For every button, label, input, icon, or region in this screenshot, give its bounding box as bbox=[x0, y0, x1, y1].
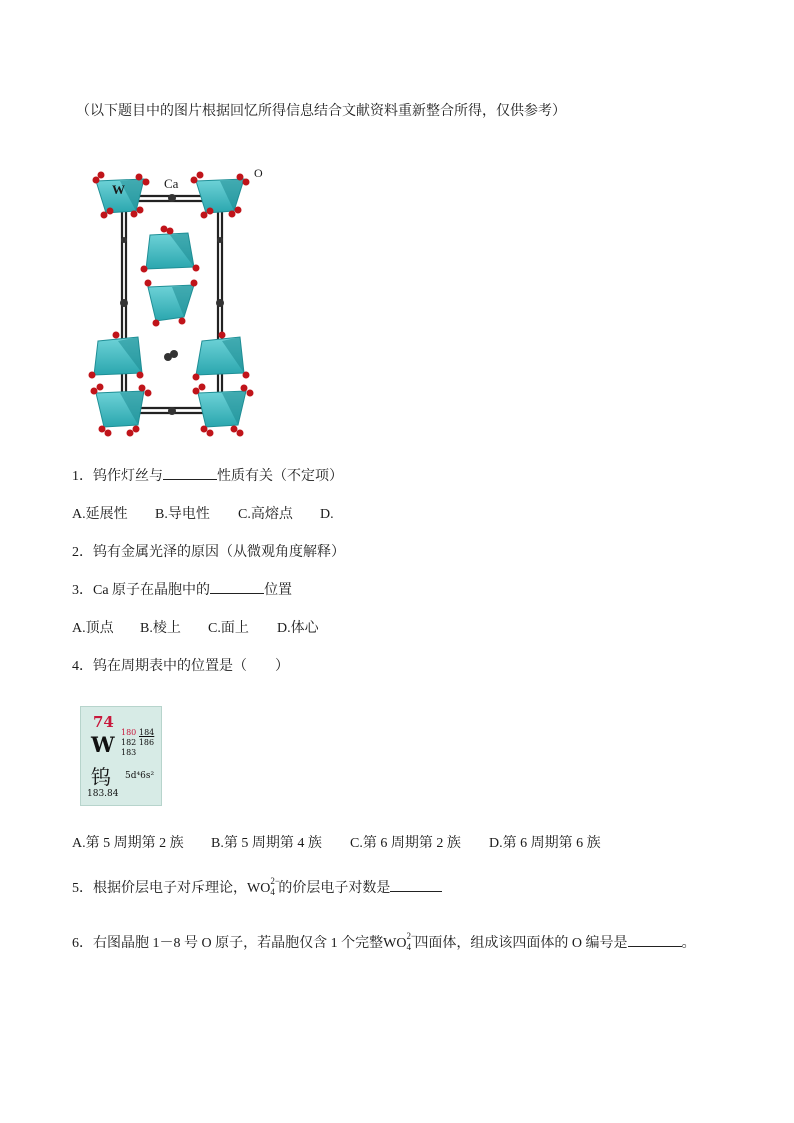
element-name: 钨 bbox=[91, 765, 111, 789]
q3-stem-b: 位置 bbox=[264, 583, 293, 598]
source-note: （以下题目中的图片根据回忆所得信息结合文献资料重新整合所得，仅供参考） bbox=[76, 104, 566, 119]
q3-option-c[interactable]: C.面上 bbox=[208, 621, 249, 636]
tetrahedra-shade bbox=[118, 179, 246, 425]
element-symbol: W bbox=[91, 732, 115, 757]
q6-ion-charge: 2− bbox=[406, 930, 417, 941]
q1-option-d[interactable]: D. bbox=[320, 507, 334, 522]
isotopes-line-1: 180 bbox=[121, 728, 137, 737]
atomic-mass: 183.84 bbox=[87, 789, 119, 799]
q1-stem-b: 性质有关（不定项） bbox=[217, 469, 343, 484]
q4-option-c[interactable]: C.第 6 周期第 2 族 bbox=[350, 836, 461, 851]
atomic-number: 74 bbox=[93, 713, 114, 731]
q1-option-b[interactable]: B.导电性 bbox=[155, 507, 210, 522]
q4-option-a[interactable]: A.第 5 周期第 2 族 bbox=[72, 836, 184, 851]
isotopes-line-1b: 184 bbox=[139, 728, 155, 737]
q3-option-b[interactable]: B.棱上 bbox=[140, 621, 181, 636]
q4-option-d[interactable]: D.第 6 周期第 6 族 bbox=[489, 836, 601, 851]
q1-options bbox=[72, 503, 334, 523]
q1-option-a[interactable]: A.延展性 bbox=[72, 507, 128, 522]
label-w: W bbox=[112, 182, 125, 197]
q1-blank[interactable] bbox=[163, 479, 217, 480]
q6-ion-subscript: 4 bbox=[406, 941, 411, 952]
q3-option-a[interactable]: A.顶点 bbox=[72, 621, 114, 636]
q5-ion-charge: 2− bbox=[270, 875, 280, 886]
q6-stem-a: 6．右图晶胞 1－8 号 O 原子，若晶胞仅含 1 个完整 bbox=[72, 936, 384, 951]
label-o: O bbox=[254, 166, 263, 180]
isotopes-line-2: 182 186 bbox=[121, 738, 155, 747]
q6-blank[interactable] bbox=[628, 946, 682, 947]
q5-ion: WO bbox=[247, 881, 271, 896]
question-4: 4．钨在周期表中的位置是（ ） bbox=[72, 659, 289, 674]
q6-ion: WO bbox=[383, 936, 407, 951]
electron-config: 5d⁴6s² bbox=[125, 771, 155, 781]
crystal-structure-figure bbox=[84, 165, 274, 441]
q3-stem-a: 3．Ca 原子在晶胞中的 bbox=[72, 583, 211, 598]
q3-option-d[interactable]: D.体心 bbox=[277, 621, 319, 636]
q4-option-b[interactable]: B.第 5 周期第 4 族 bbox=[211, 836, 322, 851]
label-ca: Ca bbox=[164, 176, 179, 191]
q5-blank[interactable] bbox=[390, 891, 442, 892]
periodic-table-card-tungsten bbox=[80, 706, 162, 806]
q3-options bbox=[72, 617, 319, 637]
q1-option-c[interactable]: C.高熔点 bbox=[238, 507, 293, 522]
q5-ion-subscript: 4 bbox=[270, 886, 275, 897]
question-2: 2．钨有金属光泽的原因（从微观角度解释） bbox=[72, 545, 345, 560]
q4-options bbox=[72, 832, 601, 852]
q6-end: 。 bbox=[681, 936, 696, 951]
q5-stem-a: 5．根据价层电子对斥理论， bbox=[72, 881, 247, 896]
question-3 bbox=[72, 579, 292, 599]
question-1 bbox=[72, 465, 343, 485]
question-5 bbox=[72, 877, 442, 897]
q1-stem-a: 1．钨作灯丝与 bbox=[72, 469, 163, 484]
question-6 bbox=[72, 932, 696, 952]
q3-blank[interactable] bbox=[210, 593, 264, 594]
q6-stem-b: 四面体，组成该四面体的 O 编号是 bbox=[414, 936, 628, 951]
q5-stem-b: 的价层电子对数是 bbox=[278, 881, 391, 896]
isotopes-line-3: 183 bbox=[121, 748, 137, 757]
